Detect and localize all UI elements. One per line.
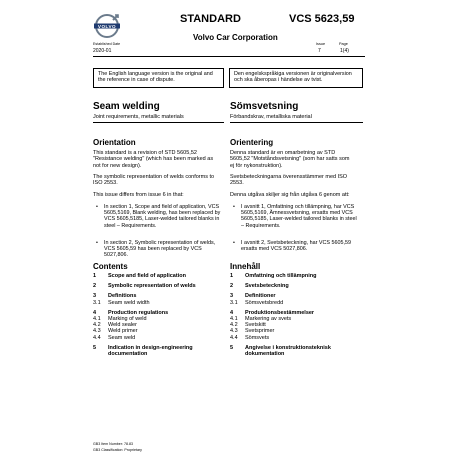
contents-heading-swedish: Innehåll [230, 262, 261, 271]
toc-number: 2 [230, 283, 234, 290]
orientation-paragraph-3-swedish: Denna utgåva skiljer sig från utgåva 6 genom att: [230, 192, 350, 198]
toc-row [93, 345, 224, 357]
toc-entry: Angivelse i konstruktionsteknisk dokumentation [245, 344, 331, 358]
toc-row [230, 300, 363, 306]
change-bullet-1-text-sv: I avsnitt 1, Omfattning och tillämpning, har VCS 5605,5169, Ämnessvetsning, ersatts med VCS 5605,5185, Laser-welded tailored blanks in steel – Requirements. [241, 204, 357, 229]
toc-number: 4 [93, 309, 97, 316]
orientation-paragraph-2-swedish: Svetsbeteckningarna överensstämmer med ISO 2553. [230, 174, 348, 187]
issue-label: Issue [316, 42, 326, 46]
document-title-swedish: Sömsvetsning [230, 101, 299, 112]
standard-label: STANDARD [180, 13, 241, 25]
change-bullet-2-text-sv: I avsnitt 2, Svetsbeteckning, har VCS 5605,59 ersatts med VCS 5027,806. [241, 240, 351, 253]
toc-number: 4.2 [93, 322, 101, 329]
title-divider-swedish [230, 122, 363, 123]
toc-entry: Sömsvets [245, 334, 270, 341]
toc-row [93, 300, 224, 306]
toc-row [230, 335, 363, 341]
change-bullet-2-swedish: • I avsnitt 2, Svetsbeteckning, har VCS 5605,59 ersatts med VCS 5027,806. [233, 240, 351, 253]
notice-text-swedish: Den engelskspråkiga versionen är originalversion och ska åberopas i händelse av tvist. [234, 71, 352, 84]
established-date-value: 2020-01 [93, 48, 112, 54]
document-subtitle-english: Joint requirements, metallic materials [93, 114, 184, 120]
toc-entry: Weld primer [108, 328, 138, 335]
toc-number: 4.1 [93, 316, 101, 323]
established-date-label: Established Date [93, 42, 121, 46]
toc-entry: Definitioner [245, 293, 276, 300]
toc-number: 3.1 [230, 299, 238, 306]
table-of-contents-english [93, 273, 224, 357]
change-bullet-1-text: In section 1, Scope and field of application, VCS 5605,5169, Blank welding, has been replaced by VCS 5605,5185, Laser-welded tailored blanks in steel – Requirements. [104, 204, 221, 229]
toc-row [230, 283, 363, 289]
toc-row [93, 335, 224, 341]
toc-row [230, 273, 363, 279]
page-value: 1(4) [340, 48, 349, 54]
toc-number: 4.3 [93, 328, 101, 335]
table-of-contents-swedish [230, 273, 363, 357]
toc-number: 5 [230, 344, 234, 351]
orientation-heading-english: Orientation [93, 138, 136, 147]
toc-number: 2 [93, 283, 97, 290]
document-subtitle-swedish: Förbandskrav, metalliska material [230, 114, 312, 120]
toc-entry: Markering av svets [245, 316, 292, 323]
toc-number: 4 [230, 309, 234, 316]
toc-entry: Indication in design-engineering documentation [108, 344, 193, 358]
toc-entry: Definitions [108, 293, 137, 300]
toc-entry: Scope and field of application [108, 273, 186, 279]
toc-number: 4.4 [230, 334, 238, 341]
orientation-paragraph-1-swedish: Denna standard är en omarbetning av STD 5605,52 "Motståndsvetsning" (som har satts som ej för nykonstruktion). [230, 150, 350, 169]
toc-number: 1 [230, 273, 234, 279]
contents-heading-english: Contents [93, 262, 128, 271]
toc-number: 4.2 [230, 322, 238, 329]
toc-number: 4.4 [93, 334, 101, 341]
change-bullet-1-swedish: • I avsnitt 1, Omfattning och tillämpning, har VCS 5605,5169, Ämnessvetsning, ersatts med VCS 5605,5185, Laser-welded tailored blanks in steel – Requirements. [233, 204, 357, 229]
company-name: Volvo Car Corporation [193, 33, 278, 42]
change-bullet-2-text: In section 2, Symbolic representation of welds, VCS 5605,59 has been replaced by VCS 5027,806. [104, 240, 216, 259]
change-bullet-1-english: • In section 1, Scope and field of application, VCS 5605,5169, Blank welding, has been replaced by VCS 5605,5185, Laser-welded tailored blanks in steel – Requirements. [96, 204, 221, 229]
notice-box-swedish [229, 68, 363, 88]
orientation-heading-swedish: Orientering [230, 138, 274, 147]
toc-entry: Symbolic representation of welds [108, 283, 196, 290]
toc-entry: Svetsbeteckning [245, 283, 289, 290]
title-divider-english [93, 122, 224, 123]
footer-classification: GB3 Classification: Proprietary [93, 448, 142, 452]
notice-box-english [93, 68, 224, 88]
toc-entry: Produktionsbestämmelser [245, 309, 315, 316]
toc-number: 5 [93, 344, 97, 351]
toc-entry: Omfattning och tillämpning [245, 273, 317, 279]
toc-entry: Marking of weld [108, 316, 147, 323]
document-title-english: Seam welding [93, 101, 160, 112]
toc-entry: Sömsvetsbredd [245, 299, 284, 306]
toc-entry: Seam weld width [108, 299, 150, 306]
orientation-paragraph-3-english: This issue differs from issue 6 in that: [93, 192, 184, 198]
toc-number: 3 [93, 293, 97, 300]
footer-item-number: GB3 Item Number: 78.83 [93, 442, 133, 446]
logo-wordmark: VOLVO [97, 24, 117, 29]
toc-number: 1 [93, 273, 97, 279]
orientation-paragraph-2-english: The symbolic representation of welds conforms to ISO 2553. [93, 174, 215, 187]
toc-number: 3 [230, 293, 234, 300]
orientation-paragraph-1-english: This standard is a revision of STD 5605,52 "Resistance welding" (which has been marked as not for new design). [93, 150, 214, 169]
toc-row [230, 345, 363, 357]
toc-number: 4.1 [230, 316, 238, 323]
toc-number: 3.1 [93, 299, 101, 306]
toc-row [93, 273, 224, 279]
toc-entry: Svetsprimer [245, 328, 275, 335]
toc-entry: Production regulations [108, 309, 169, 316]
toc-entry: Weld sealer [108, 322, 137, 329]
page-label: Page [339, 42, 348, 46]
toc-entry: Svetskitt [245, 322, 266, 329]
toc-row [93, 283, 224, 289]
standard-number: VCS 5623,59 [289, 13, 355, 25]
toc-number: 4.3 [230, 328, 238, 335]
notice-text-english: The English language version is the original and the reference in case of dispute. [98, 71, 213, 84]
change-bullet-2-english: • In section 2, Symbolic representation of welds, VCS 5605,59 has been replaced by VCS 5027,806. [96, 240, 216, 259]
header-divider [93, 56, 365, 57]
issue-value: 7 [318, 48, 321, 54]
toc-entry: Seam weld [108, 334, 136, 341]
